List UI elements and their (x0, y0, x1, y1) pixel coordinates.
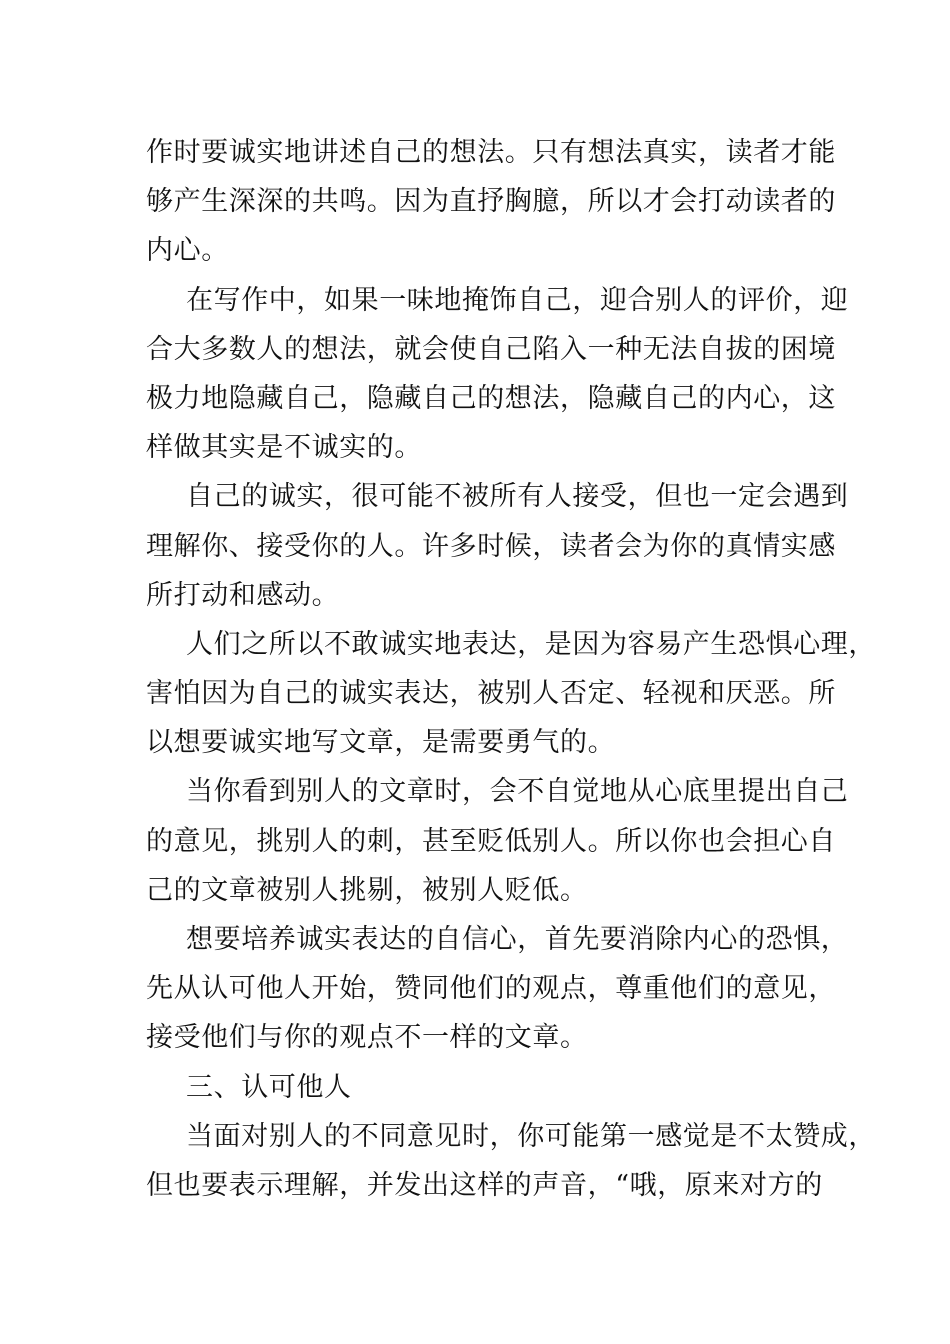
text-line: 内心。 (146, 235, 229, 267)
text-line: 人们之所以不敢诚实地表达，是因为容易产生恐惧心理， (186, 628, 876, 660)
text-line: 够产生深深的共鸣。因为直抒胸臆，所以才会打动读者的 (146, 186, 836, 218)
text-line: 在写作中，如果一味地掩饰自己，迎合别人的评价，迎 (186, 284, 849, 316)
text-line: 当你看到别人的文章时，会不自觉地从心底里提出自己 (186, 776, 849, 808)
text-line: 先从认可他人开始，赞同他们的观点，尊重他们的意见， (146, 973, 836, 1005)
text-line: 当面对别人的不同意见时，你可能第一感觉是不太赞成， (186, 1120, 876, 1152)
text-line: 三、认可他人 (186, 1071, 352, 1103)
text-line: 但也要表示理解，并发出这样的声音，“哦，原来对方的 (146, 1169, 823, 1201)
text-line: 害怕因为自己的诚实表达，被别人否定、轻视和厌恶。所 (146, 678, 836, 710)
text-line: 理解你、接受你的人。许多时候，读者会为你的真情实感 (146, 530, 836, 562)
body-text (146, 128, 876, 1210)
text-line: 以想要诚实地写文章，是需要勇气的。 (146, 727, 616, 759)
text-line: 己的文章被别人挑剔，被别人贬低。 (146, 874, 588, 906)
text-line: 所打动和感动。 (146, 579, 340, 611)
text-line: 接受他们与你的观点不一样的文章。 (146, 1022, 588, 1054)
text-line: 自己的诚实，很可能不被所有人接受，但也一定会遇到 (186, 481, 849, 513)
text-line: 作时要诚实地讲述自己的想法。只有想法真实，读者才能 (146, 137, 836, 168)
text-line: 极力地隐藏自己，隐藏自己的想法，隐藏自己的内心，这 (146, 382, 836, 414)
text-line: 样做其实是不诚实的。 (146, 432, 422, 464)
text-line: 想要培养诚实表达的自信心，首先要消除内心的恐惧， (186, 924, 849, 955)
text-line: 合大多数人的想法，就会使自己陷入一种无法自拔的困境 (146, 333, 836, 365)
text-line: 的意见，挑别人的刺，甚至贬低别人。所以你也会担心自 (146, 825, 836, 857)
